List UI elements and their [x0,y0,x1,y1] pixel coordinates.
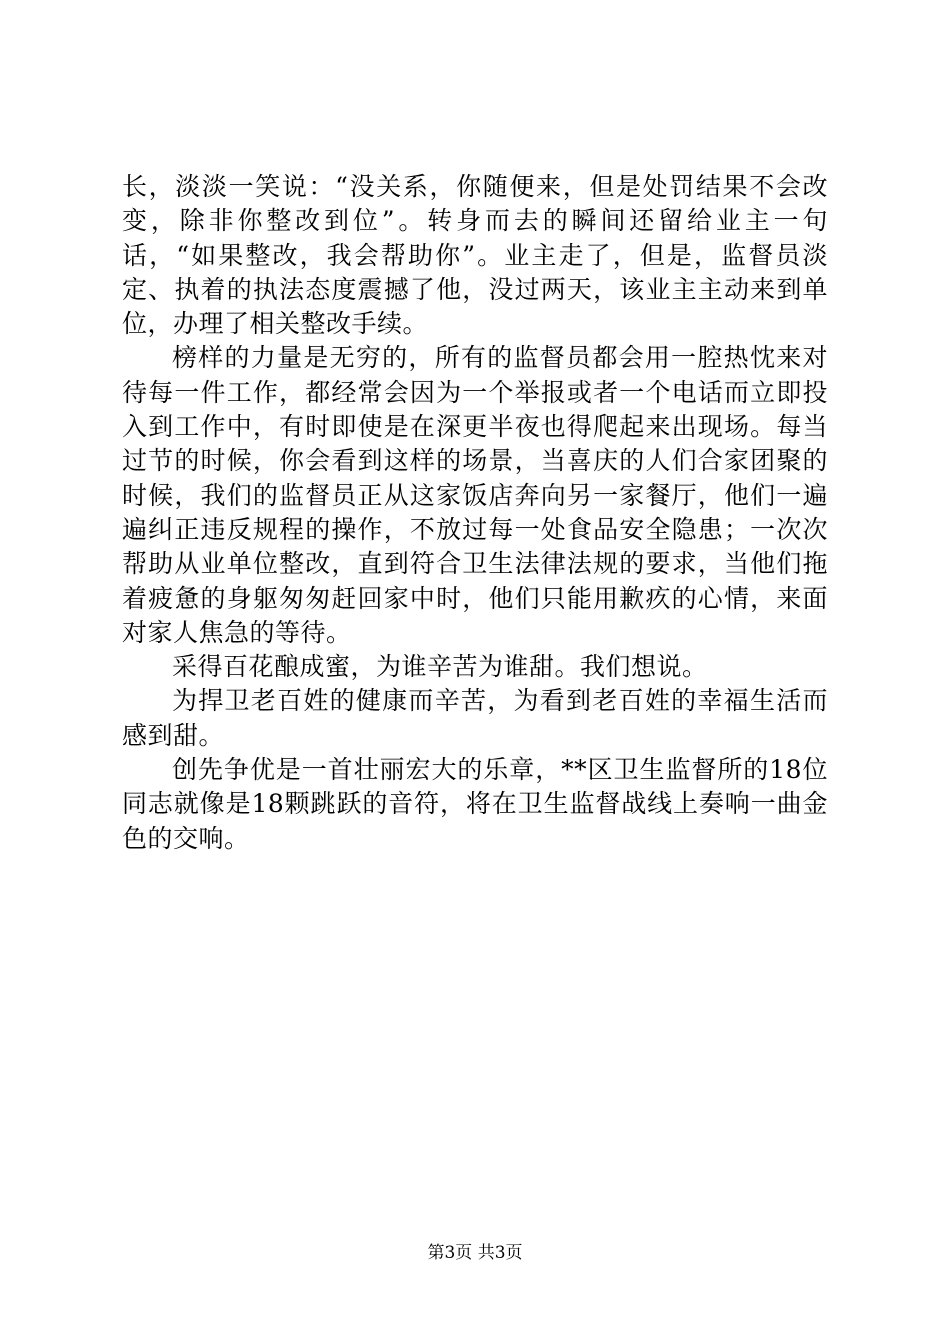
paragraph-hardship-sweetness: 为捍卫老百姓的健康而辛苦，为看到老百姓的幸福生活而感到甜。 [122,686,828,750]
page-footer: 第3页 共3页 [427,1243,523,1263]
paragraph-honey-quote: 采得百花酿成蜜，为谁辛苦为谁甜。我们想说。 [172,652,708,682]
paragraph-continued: 长，淡淡一笑说：“没关系，你随便来，但是处罚结果不会改变，除非你整改到位”。转身而去的瞬间还留给业主一句话，“如果整改，我会帮助你”。业主走了，但是，监督员淡定、执着的执法态度震撼了他，没过两天，该业主主动来到单位，办理了相关整改手续。 [122,172,828,339]
paragraph-conclusion: 创先争优是一首壮丽宏大的乐章，**区卫生监督所的18位同志就像是18颗跳跃的音符，将在卫生监督战线上奏响一曲金色的交响。 [122,755,828,853]
paragraph-role-model: 榜样的力量是无穷的，所有的监督员都会用一腔热忱来对待每一件工作，都经常会因为一个举报或者一个电话而立即投入到工作中，有时即使是在深更半夜也得爬起来出现场。每当过节的时候，你会看到这样的场景，当喜庆的人们合家团聚的时候，我们的监督员正从这家饭店奔向另一家餐厅，他们一遍遍纠正违反规程的操作，不放过每一处食品安全隐患；一次次帮助从业单位整改，直到符合卫生法律法规的要求，当他们拖着疲惫的身躯匆匆赶回家中时，他们只能用歉疚的心情，来面对家人焦急的等待。 [122,343,828,647]
document-body [122,170,828,856]
